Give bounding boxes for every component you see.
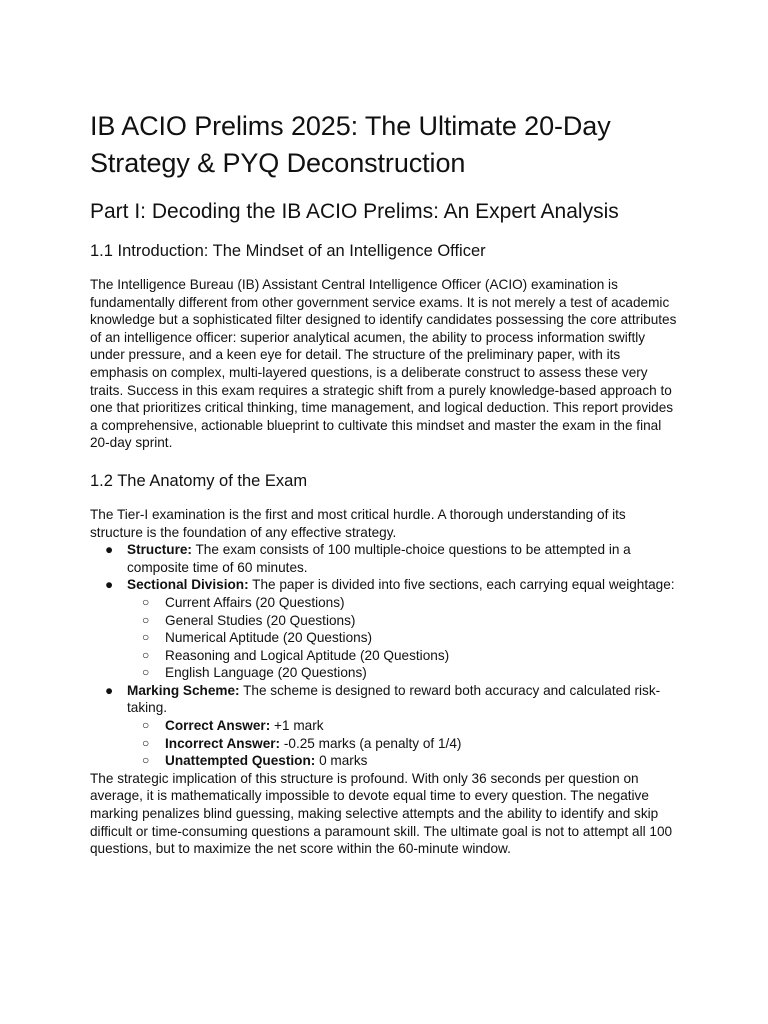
sublist-item: ○ English Language (20 Questions) — [142, 665, 367, 681]
item-label: Marking Scheme: — [127, 682, 240, 698]
exam-structure-list — [90, 541, 678, 770]
sublist-item: ○ Incorrect Answer: -0.25 marks (a penalty of 1/4) — [142, 735, 462, 751]
section-heading-anatomy: 1.2 The Anatomy of the Exam — [90, 471, 308, 490]
item-label: Structure: — [127, 542, 192, 558]
list-item-sectional-division — [90, 576, 678, 682]
document-title: IB ACIO Prelims 2025: The Ultimate 20-Day Strategy & PYQ Deconstruction — [90, 111, 611, 178]
intro-paragraph: The Intelligence Bureau (IB) Assistant Central Intelligence Officer (ACIO) examination is fundamentally different from other government service exams. It is not merely a test of academic knowledge but a sophisticated filter designed to identify candidates possessing the core attributes of an intelligence officer: superior analytical acumen, the ability to process information swiftly under pressure, and a keen eye for detail. The structure of the preliminary paper, with its emphasis on complex, multi-layered questions, is a deliberate construct to assess these very traits. Success in this exam requires a strategic shift from a purely knowledge-based approach to one that prioritizes critical thinking, time management, and logical deduction. This report provides a comprehensive, actionable blueprint to cultivate this mindset and master the exam in the final 20-day sprint. — [90, 277, 677, 451]
list-item-marking-scheme — [90, 682, 678, 770]
sublist-item: ○ Numerical Aptitude (20 Questions) — [142, 630, 373, 646]
circle-bullet-icon: ○ — [142, 647, 150, 662]
bullet-icon: ● — [105, 577, 114, 593]
bullet-icon: ● — [105, 682, 114, 698]
section-heading-intro: 1.1 Introduction: The Mindset of an Intelligence Officer — [90, 242, 486, 260]
sections-sublist — [127, 594, 678, 682]
circle-bullet-icon: ○ — [142, 735, 150, 750]
circle-bullet-icon: ○ — [142, 665, 150, 680]
part-heading: Part I: Decoding the IB ACIO Prelims: An Expert Analysis — [90, 200, 619, 223]
item-label: Sectional Division: — [127, 577, 249, 593]
circle-bullet-icon: ○ — [142, 612, 150, 627]
circle-bullet-icon: ○ — [142, 718, 150, 733]
closing-paragraph: The strategic implication of this structure is profound. With only 36 seconds per question on average, it is mathematically impossible to devote equal time to every question. The negative marking penalizes blind guessing, making selective attempts and the ability to identify and skip difficult or time-consuming questions a paramount skill. The ultimate goal is not to attempt all 100 questions, but to maximize the net score within the 60-minute window. — [90, 770, 673, 857]
list-item-structure — [90, 541, 678, 576]
item-text: The exam consists of 100 multiple-choice questions to be attempted in a composite time of 60 minutes. — [127, 542, 631, 575]
sublist-item: ○ Unattempted Question: 0 marks — [142, 753, 368, 769]
anatomy-intro-paragraph: The Tier-I examination is the first and most critical hurdle. A thorough understanding of its structure is the foundation of any effective strategy. — [90, 506, 626, 540]
circle-bullet-icon: ○ — [142, 630, 150, 645]
item-text: The paper is divided into five sections, each carrying equal weightage: — [248, 577, 675, 593]
circle-bullet-icon: ○ — [142, 753, 150, 768]
sublist-item: ○ General Studies (20 Questions) — [142, 612, 356, 628]
bullet-icon: ● — [105, 542, 114, 558]
circle-bullet-icon: ○ — [142, 594, 150, 609]
item-text: The scheme is designed to reward both accuracy and calculated risk-taking. — [127, 682, 661, 716]
sublist-item: ○ Reasoning and Logical Aptitude (20 Questions) — [142, 647, 450, 663]
sublist-item: ○ Current Affairs (20 Questions) — [142, 594, 345, 610]
marking-sublist — [127, 717, 678, 770]
sublist-item: ○ Correct Answer: +1 mark — [142, 718, 324, 734]
